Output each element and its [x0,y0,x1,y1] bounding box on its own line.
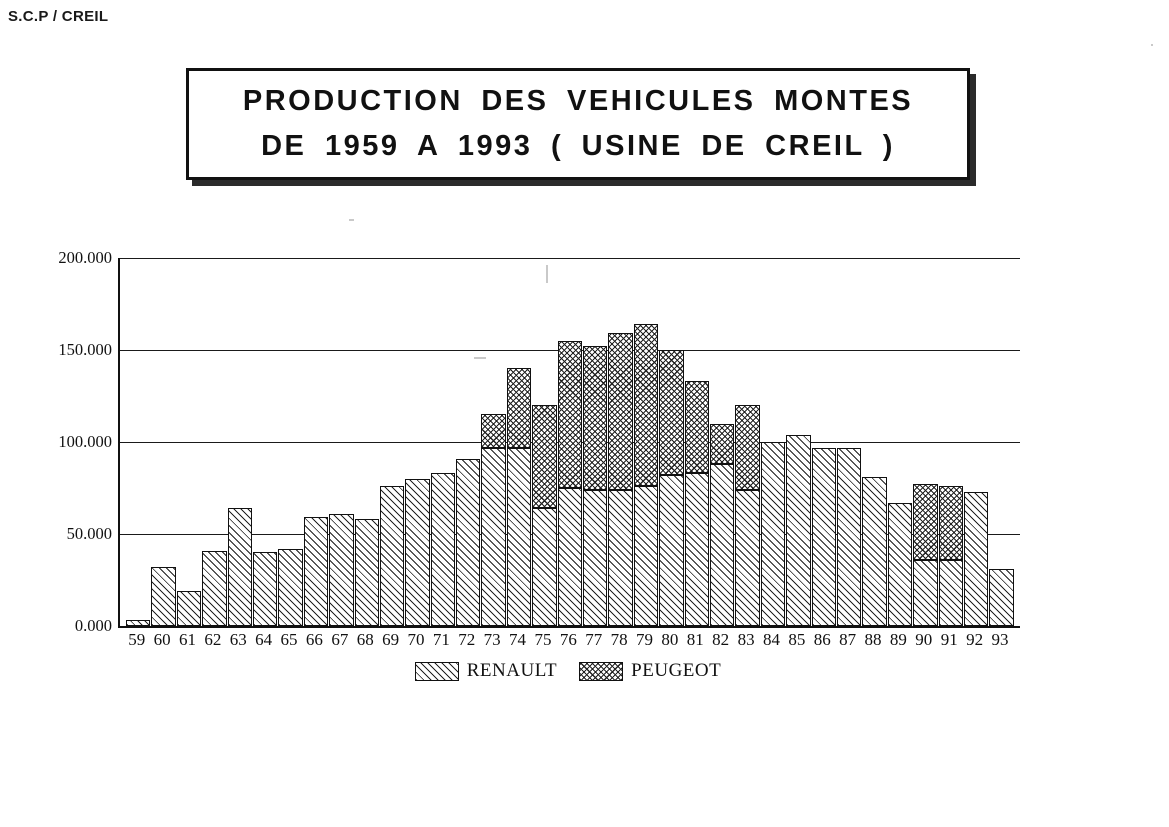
x-axis-tick-label: 71 [432,630,450,649]
y-axis-labels [30,236,118,635]
bar-group [710,258,735,626]
x-axis-labels [118,630,1018,656]
bar-segment-renault [228,508,252,626]
x-axis-tick-label: 88 [864,630,882,649]
bar-segment-renault [558,488,582,626]
bar-group [355,258,380,626]
bar-group [228,258,253,626]
bar-segment-renault [304,517,328,626]
x-axis-tick-label: 90 [915,630,933,649]
bar-segment-renault [685,473,709,626]
bar-group [405,258,430,626]
bar-group [278,258,303,626]
bar-segment-peugeot [685,381,709,473]
bar-segment-renault [278,549,302,626]
x-axis-tick-label: 63 [229,630,247,649]
legend-swatch-peugeot-icon [579,662,623,681]
bar-segment-renault [355,519,379,626]
bar-group [532,258,557,626]
legend-item-peugeot [579,660,721,682]
bar-segment-renault [634,486,658,626]
x-axis-tick-label: 74 [509,630,527,649]
bar-segment-renault [862,477,886,626]
bar-segment-peugeot [659,350,683,475]
bar-segment-peugeot [710,424,734,464]
legend-swatch-renault-icon [415,662,459,681]
bar-group [812,258,837,626]
bar-segment-renault [481,448,505,626]
bar-group [151,258,176,626]
scan-artifact [349,219,354,221]
x-axis-tick-label: 73 [483,630,501,649]
bar-group [989,258,1014,626]
bar-segment-renault [507,448,531,626]
bar-segment-renault [913,560,937,626]
bar-segment-renault [608,490,632,626]
x-axis-tick-label: 70 [407,630,425,649]
bar-segment-renault [989,569,1013,626]
bar-segment-peugeot [608,333,632,489]
x-axis-tick-label: 81 [686,630,704,649]
bar-group [202,258,227,626]
x-axis-tick-label: 61 [178,630,196,649]
bar-segment-renault [151,567,175,626]
plot-area [118,258,1020,628]
bar-segment-peugeot [913,484,937,559]
bar-segment-renault [126,620,150,626]
bar-segment-renault [761,442,785,626]
bar-segment-renault [202,551,226,626]
bar-segment-renault [431,473,455,626]
bar-segment-renault [583,490,607,626]
x-axis-tick-label: 66 [305,630,323,649]
bar-group [481,258,506,626]
y-axis-tick-label: 0.000 [74,616,112,635]
scan-artifact [546,265,548,283]
bar-segment-peugeot [481,414,505,447]
y-axis-tick-label: 50.000 [66,524,112,543]
bar-segment-renault [964,492,988,626]
bar-group [507,258,532,626]
bar-segment-renault [253,552,277,626]
bar-segment-renault [405,479,429,626]
chart-legend [118,660,1018,682]
scan-artifact [474,357,486,359]
bar-segment-renault [456,459,480,626]
bar-group [837,258,862,626]
bar-group [380,258,405,626]
x-axis-tick-label: 72 [458,630,476,649]
bar-segment-peugeot [507,368,531,447]
x-axis-tick-label: 78 [610,630,628,649]
x-axis-tick-label: 60 [153,630,171,649]
bar-group [685,258,710,626]
scan-artifact [1151,44,1153,46]
x-axis-tick-label: 93 [991,630,1009,649]
x-axis-tick-label: 85 [788,630,806,649]
chart-container [0,236,1169,706]
bar-segment-peugeot [532,405,556,508]
legend-label-peugeot: PEUGEOT [631,660,722,681]
bar-group [253,258,278,626]
x-axis-tick-label: 87 [839,630,857,649]
bar-segment-renault [659,475,683,626]
bar-group [558,258,583,626]
bar-group [304,258,329,626]
bar-segment-renault [888,503,912,626]
chart-title-box [186,68,970,180]
bar-series-group [120,258,1020,626]
bar-segment-renault [837,448,861,626]
legend-item-renault [415,660,557,682]
x-axis-tick-label: 79 [636,630,653,649]
x-axis-tick-label: 76 [559,630,577,649]
bar-group [939,258,964,626]
y-axis-tick-label: 100.000 [58,432,112,451]
x-axis-tick-label: 86 [813,630,831,649]
bar-group [634,258,659,626]
x-axis-tick-label: 83 [737,630,755,649]
bar-segment-renault [380,486,404,626]
bar-segment-renault [735,490,759,626]
x-axis-tick-label: 64 [255,630,273,649]
bar-group [761,258,786,626]
bar-group [786,258,811,626]
bar-segment-renault [329,514,353,626]
bar-segment-renault [177,591,201,626]
x-axis-tick-label: 69 [382,630,400,649]
bar-group [964,258,989,626]
x-axis-tick-label: 62 [204,630,222,649]
bar-segment-peugeot [735,405,759,490]
bar-group [888,258,913,626]
document-stamp: S.C.P / CREIL [8,8,109,25]
x-axis-tick-label: 75 [534,630,552,649]
bar-group [126,258,151,626]
x-axis-tick-label: 59 [128,630,146,649]
y-axis-tick-label: 150.000 [58,340,112,359]
bar-segment-peugeot [558,341,582,488]
x-axis-tick-label: 65 [280,630,298,649]
bar-group [659,258,684,626]
bar-group [862,258,887,626]
x-axis-tick-label: 91 [940,630,958,649]
bar-segment-peugeot [583,346,607,490]
bar-group [913,258,938,626]
x-axis-tick-label: 77 [585,630,603,649]
bar-group [431,258,456,626]
bar-group [608,258,633,626]
bar-segment-renault [812,448,836,626]
x-axis-tick-label: 89 [889,630,907,649]
chart-title-line-2: DE 1959 A 1993 ( USINE DE CREIL ) [261,130,895,162]
bar-segment-renault [532,508,556,626]
bar-group [735,258,760,626]
chart-title-line-1: PRODUCTION DES VEHICULES MONTES [242,85,914,118]
x-axis-tick-label: 82 [712,630,730,649]
bar-segment-peugeot [634,324,658,486]
bar-segment-renault [786,435,810,626]
x-axis-tick-label: 80 [661,630,679,649]
bar-group [177,258,202,626]
bar-group [583,258,608,626]
x-axis-tick-label: 67 [331,630,349,649]
bar-group [456,258,481,626]
bar-segment-renault [710,464,734,626]
x-axis-tick-label: 68 [356,630,374,649]
bar-segment-peugeot [939,486,963,560]
bar-group [329,258,354,626]
bar-segment-renault [939,560,963,626]
y-axis-tick-label: 200.000 [58,248,112,267]
x-axis-tick-label: 84 [762,630,780,649]
x-axis-tick-label: 92 [966,630,984,649]
legend-label-renault: RENAULT [466,660,558,681]
